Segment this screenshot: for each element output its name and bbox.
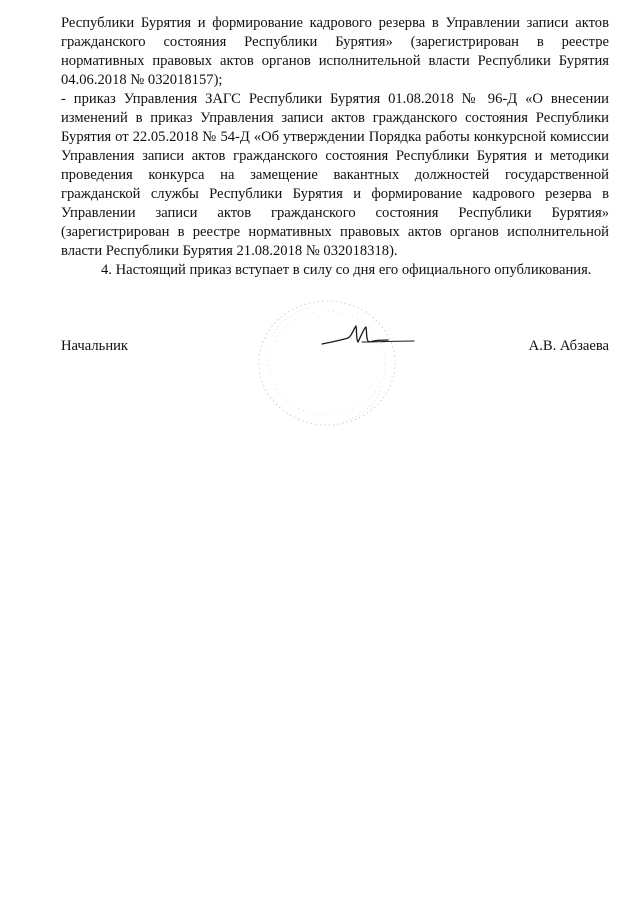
paragraph-amending-order: - приказ Управления ЗАГС Республики Бурятия 01.08.2018 № 96-Д «О внесении изменений в приказ Управления записи актов гражданского состояния Республики Бурятия от 22.05.2018 № 54-Д «Об утверждении Порядка работы конкурсной комиссии Управления записи актов гражданского состояния Республики Бурятия и методики проведения конкурса на замещение вакантных должностей государственной гражданской службы Республики Бурятия и формирование кадрового резерва в Управлении записи актов гражданского состояния Республики Бурятия» (зарегистрирован в реестре нормативных правовых актов органов исполнительной власти Республики Бурятия 21.08.2018 № 032018318).: [61, 91, 609, 259]
paragraph-effective-date: 4. Настоящий приказ вступает в силу со дня его официального опубликования.: [101, 262, 592, 278]
faded-seal-stamp: [252, 296, 402, 431]
paragraph-continuation: Республики Бурятия и формирование кадрового резерва в Управлении записи актов гражданского состояния Республики Бурятия» (зарегистрирован в реестре нормативных правовых актов органов исполнительной власти Республики Бурятия 04.06.2018 № 032018157);: [61, 15, 609, 88]
signer-name: А.В. Абзаева: [528, 338, 609, 354]
signature-block: [61, 337, 609, 359]
signer-position: Начальник: [61, 338, 129, 354]
document-body: [61, 14, 609, 280]
